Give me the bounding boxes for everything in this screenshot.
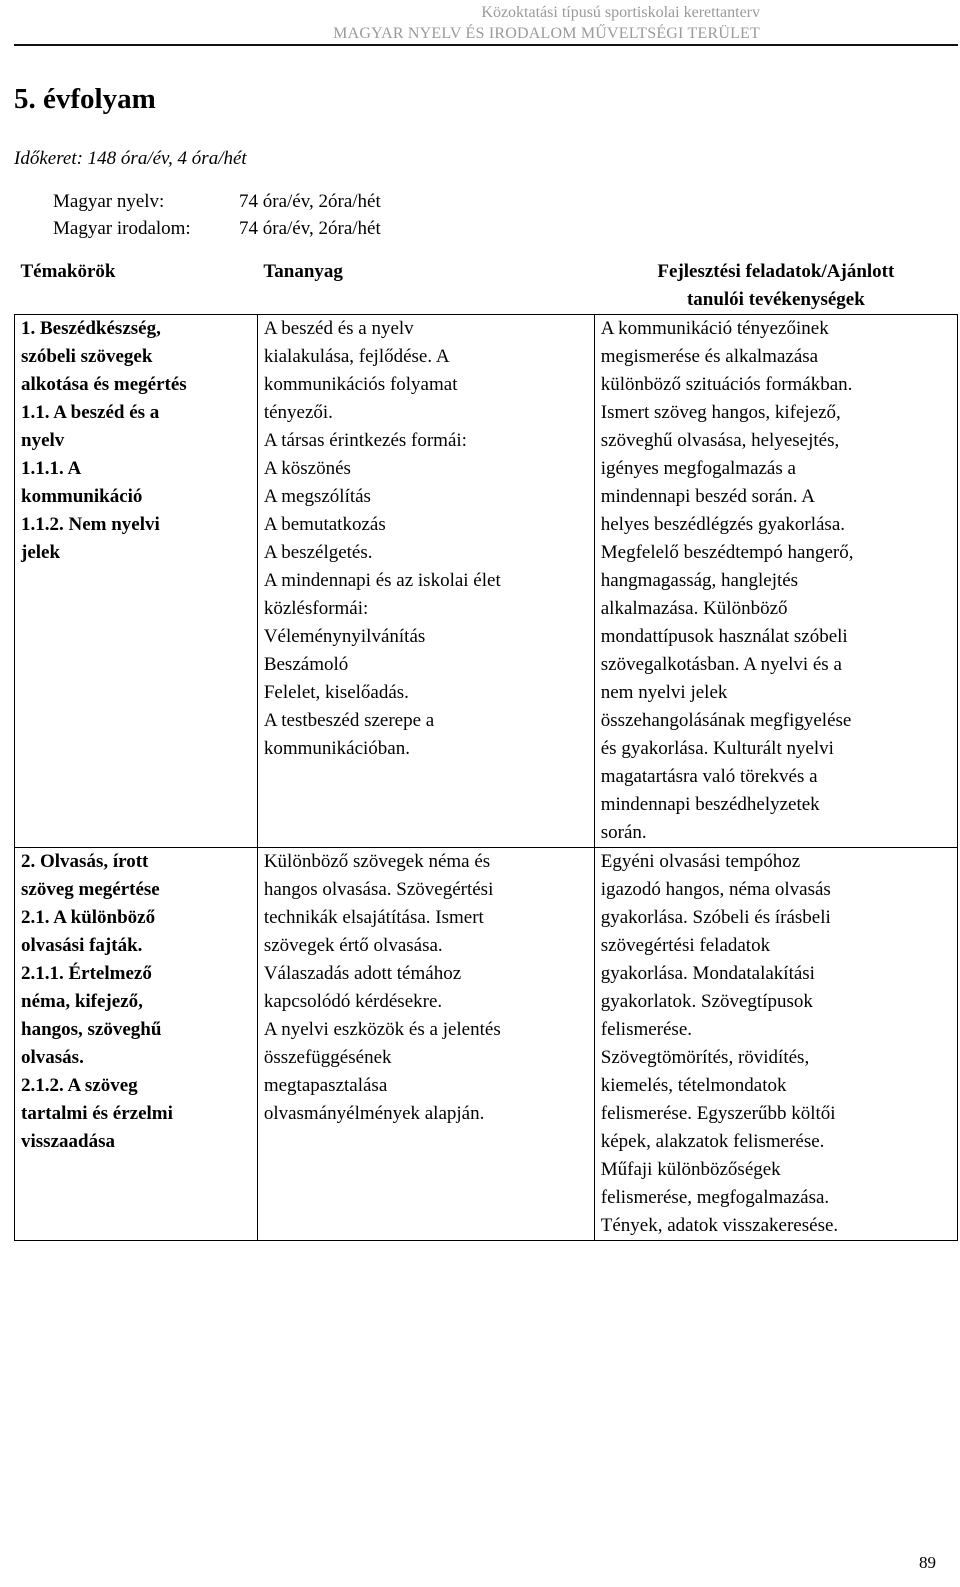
tasks-line: Műfaji különbözőségek: [600, 1159, 781, 1180]
content-line: A köszönés: [263, 458, 351, 479]
tasks-line: felismerése, megfogalmazása.: [600, 1187, 830, 1208]
tasks-line: helyes beszédlégzés gyakorlása.: [600, 514, 846, 535]
tasks-line: kiemelés, tételmondatok: [600, 1075, 787, 1096]
content-cell: [257, 848, 594, 1241]
content-line: kommunikációban.: [263, 738, 410, 759]
content-line: megtapasztalása: [263, 1075, 388, 1096]
content-line: Beszámoló: [263, 654, 349, 675]
content-line: A megszólítás: [263, 486, 371, 507]
table-row: [15, 848, 958, 1241]
content-line: összefüggésének: [263, 1047, 392, 1068]
tasks-line: A kommunikáció tényezőinek: [600, 318, 829, 339]
topics-line: kommunikáció: [21, 486, 143, 507]
tasks-line: mindennapi beszéd során. A: [600, 486, 815, 507]
table-row: [15, 315, 958, 848]
tasks-line: Szövegtömörítés, rövidítés,: [600, 1047, 810, 1068]
content-cell: [257, 315, 594, 848]
topics-line: jelek: [21, 542, 61, 563]
header-tasks: [594, 258, 957, 315]
tasks-line: nem nyelvi jelek: [600, 682, 728, 703]
tasks-line: és gyakorlása. Kulturált nyelvi: [600, 738, 834, 759]
topics-line: néma, kifejező,: [21, 991, 143, 1012]
syllabus-table: [14, 258, 958, 1241]
header-content: Tananyag: [263, 261, 343, 282]
tasks-line: képek, alakzatok felismerése.: [600, 1131, 825, 1152]
hours-row-language: [53, 188, 381, 215]
topics-cell: [15, 848, 258, 1241]
topics-line: olvasás.: [21, 1047, 84, 1068]
header-document-type: Közoktatási típusú sportiskolai kerettanterv: [481, 4, 760, 21]
topics-line: tartalmi és érzelmi: [21, 1103, 173, 1124]
topics-line: visszaadása: [21, 1131, 115, 1152]
content-line: tényezői.: [263, 402, 333, 423]
content-line: Véleménynyilvánítás: [263, 626, 426, 647]
topics-line: szóbeli szövegek: [21, 346, 153, 367]
content-line: kommunikációs folyamat: [263, 374, 458, 395]
topics-line: 1.1.1. A: [21, 458, 82, 479]
content-line: közlésformái:: [263, 598, 369, 619]
content-line: A nyelvi eszközök és a jelentés: [263, 1019, 501, 1040]
content-line: A mindennapi és az iskolai élet: [263, 570, 501, 591]
tasks-line: igazodó hangos, néma olvasás: [600, 879, 831, 900]
content-line: A testbeszéd szerepe a: [263, 710, 435, 731]
tasks-line: szövegértési feladatok: [600, 935, 771, 956]
topics-line: szöveg megértése: [21, 879, 160, 900]
tasks-line: felismerése. Egyszerűbb költői: [600, 1103, 836, 1124]
header-tasks-line2: tanulói tevékenységek: [686, 289, 865, 310]
tasks-line: magatartásra való törekvés a: [600, 766, 818, 787]
tasks-line: különböző szituációs formákban.: [600, 374, 853, 395]
tasks-line: összehangolásának megfigyelése: [600, 710, 852, 731]
table-header-row: [15, 258, 958, 315]
tasks-line: mindennapi beszédhelyzetek: [600, 794, 820, 815]
tasks-line: Egyéni olvasási tempóhoz: [600, 851, 801, 872]
topics-line: olvasási fajták.: [21, 935, 143, 956]
tasks-line: igényes megfogalmazás a: [600, 458, 796, 479]
content-line: Válaszadás adott témához: [263, 963, 462, 984]
content-line: Különböző szövegek néma és: [263, 851, 491, 872]
tasks-line: mondattípusok használat szóbeli: [600, 626, 848, 647]
header-tasks-line1: Fejlesztési feladatok/Ajánlott: [657, 261, 895, 282]
topics-line: 1.1.2. Nem nyelvi: [21, 514, 160, 535]
tasks-cell: [594, 315, 957, 848]
tasks-line: Ismert szöveg hangos, kifejező,: [600, 402, 841, 423]
timeframe-text: Időkeret: 148 óra/év, 4 óra/hét: [14, 148, 247, 169]
tasks-line: felismerése.: [600, 1019, 693, 1040]
topics-line: 2.1.1. Értelmező: [21, 963, 152, 984]
topics-line: 1.1. A beszéd és a: [21, 402, 160, 423]
content-line: kapcsolódó kérdésekre.: [263, 991, 443, 1012]
topics-line: hangos, szöveghű: [21, 1019, 162, 1040]
tasks-line: gyakorlatok. Szövegtípusok: [600, 991, 813, 1012]
topics-line: alkotása és megértés: [21, 374, 187, 395]
content-line: Felelet, kiselőadás.: [263, 682, 409, 703]
topics-cell: [15, 315, 258, 848]
tasks-line: során.: [600, 822, 647, 843]
content-line: hangos olvasása. Szövegértési: [263, 879, 494, 900]
tasks-line: hangmagasság, hanglejtés: [600, 570, 799, 591]
tasks-line: szövegalkotásban. A nyelvi és a: [600, 654, 842, 675]
tasks-line: gyakorlása. Mondatalakítási: [600, 963, 815, 984]
content-line: A beszélgetés.: [263, 542, 373, 563]
hours-label: Magyar nyelv:: [53, 191, 165, 212]
header-topics: Témakörök: [20, 261, 116, 282]
content-line: technikák elsajátítása. Ismert: [263, 907, 484, 928]
topics-line: 2.1.2. A szöveg: [21, 1075, 138, 1096]
hours-label: Magyar irodalom:: [53, 218, 191, 239]
tasks-cell: [594, 848, 957, 1241]
hours-value: 74 óra/év, 2óra/hét: [239, 191, 381, 212]
page-number: 89: [919, 1553, 936, 1572]
topics-line: 1. Beszédkészség,: [21, 318, 161, 339]
content-line: A beszéd és a nyelv: [263, 318, 414, 339]
content-line: kialakulása, fejlődése. A: [263, 346, 450, 367]
hours-value: 74 óra/év, 2óra/hét: [239, 218, 381, 239]
content-line: olvasmányélmények alapján.: [263, 1103, 485, 1124]
content-line: szövegek értő olvasása.: [263, 935, 443, 956]
tasks-line: Tények, adatok visszakeresése.: [600, 1215, 839, 1236]
tasks-line: Megfelelő beszédtempó hangerő,: [600, 542, 854, 563]
tasks-line: alkalmazása. Különböző: [600, 598, 788, 619]
header-divider: [14, 44, 958, 46]
tasks-line: gyakorlása. Szóbeli és írásbeli: [600, 907, 831, 928]
topics-line: 2. Olvasás, írott: [21, 851, 149, 872]
tasks-line: megismerése és alkalmazása: [600, 346, 819, 367]
topics-line: nyelv: [21, 430, 65, 451]
tasks-line: szöveghű olvasása, helyesejtés,: [600, 430, 840, 451]
grade-title: 5. évfolyam: [14, 83, 156, 115]
header-subject-area: MAGYAR NYELV ÉS IRODALOM MŰVELTSÉGI TERÜLET: [333, 25, 760, 42]
hours-row-literature: [53, 215, 381, 242]
content-line: A bemutatkozás: [263, 514, 386, 535]
hours-breakdown: [53, 188, 381, 242]
content-line: A társas érintkezés formái:: [263, 430, 467, 451]
topics-line: 2.1. A különböző: [21, 907, 156, 928]
